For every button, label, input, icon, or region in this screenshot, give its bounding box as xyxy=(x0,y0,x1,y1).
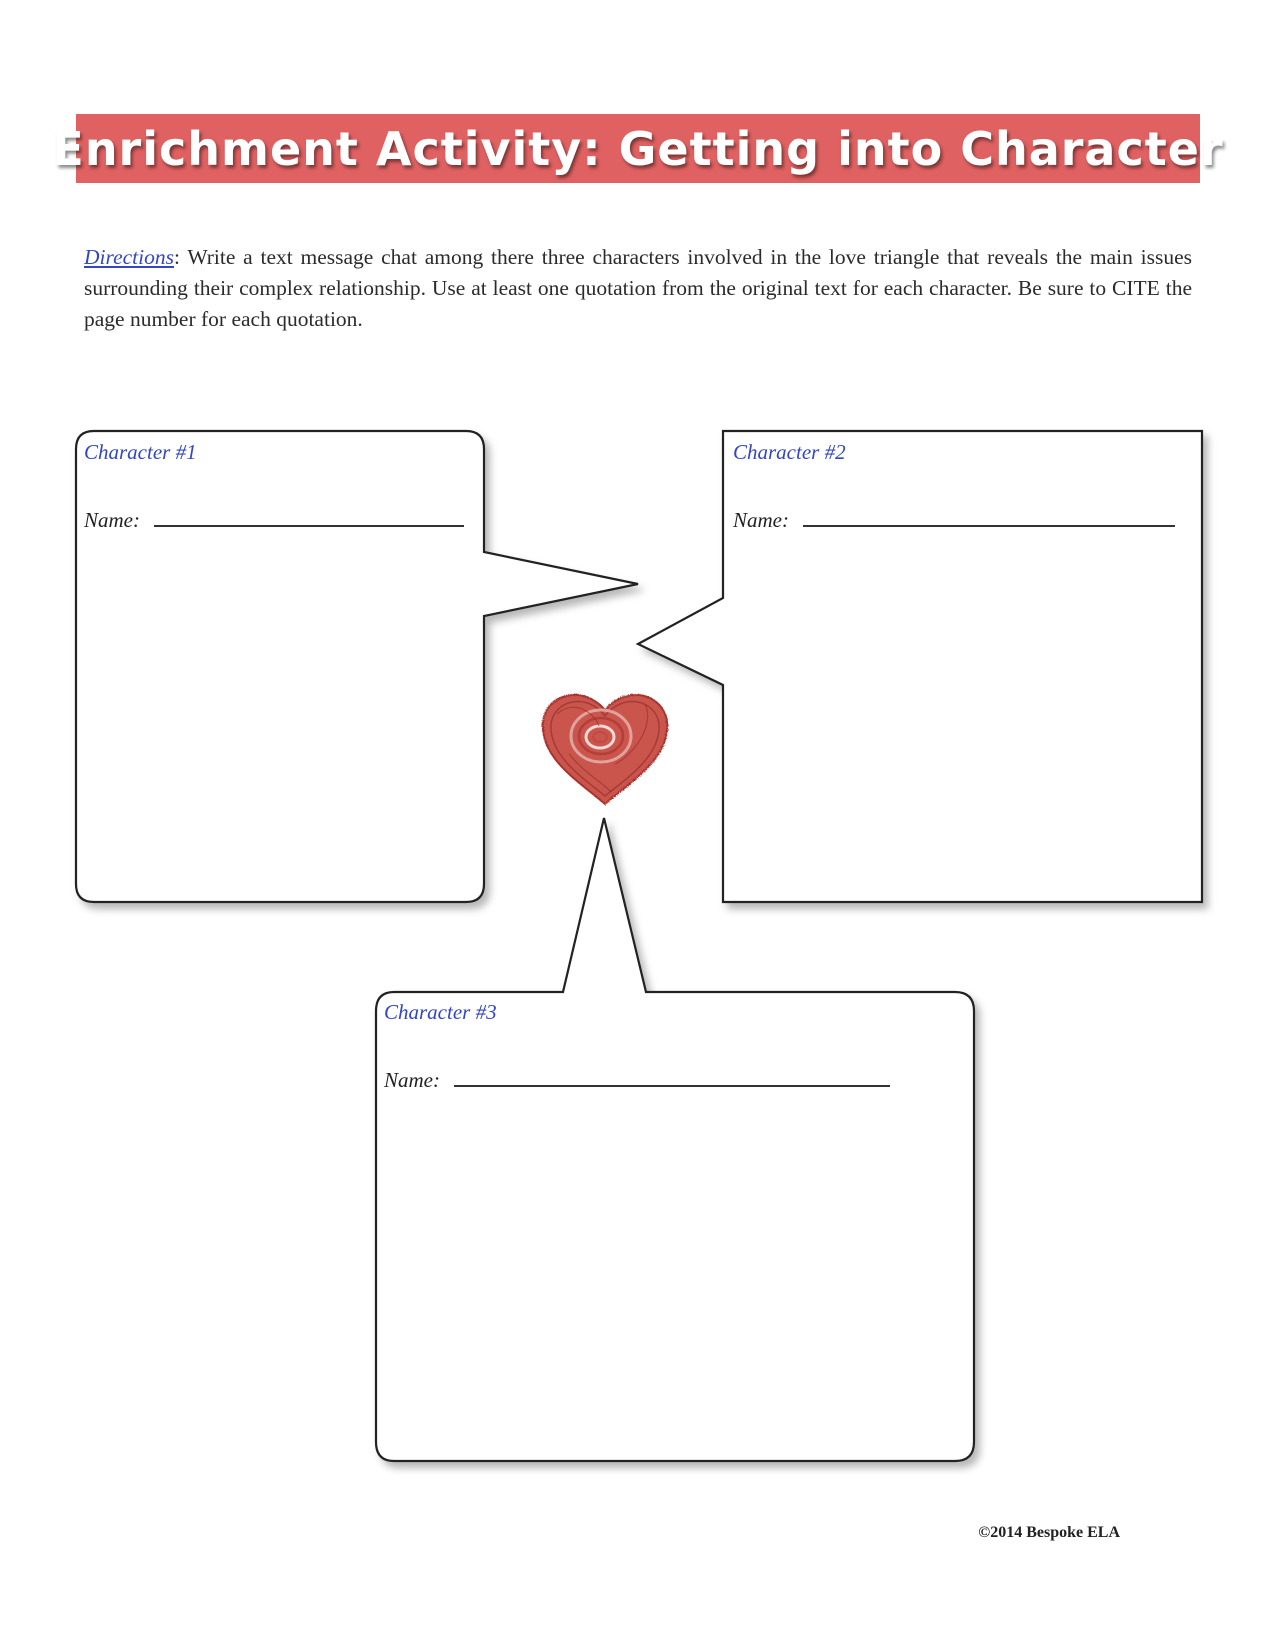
character-1-name-label: Name: xyxy=(84,508,140,532)
character-1-name-line[interactable] xyxy=(154,511,464,527)
character-3-bubble xyxy=(376,818,974,1461)
page-title: Enrichment Activity: Getting into Character xyxy=(52,121,1224,176)
heart-icon xyxy=(543,695,667,804)
character-1-name-row xyxy=(84,508,464,533)
character-2-bubble xyxy=(638,431,1202,902)
directions-text: : Write a text message chat among there three characters involved in the love triangle that reveals the main issues surrounding their complex relationship. Use at least one quotation from the original text for each character. Be sure to CITE the page number for each quotation. xyxy=(84,245,1192,331)
character-2-name-row xyxy=(733,508,1175,533)
character-2-name-label: Name: xyxy=(733,508,789,532)
directions-label: Directions xyxy=(84,245,174,269)
character-3-name-row xyxy=(384,1068,890,1093)
character-2-label: Character #2 xyxy=(733,440,846,464)
character-2-name-line[interactable] xyxy=(803,511,1175,527)
character-1-bubble xyxy=(76,431,638,902)
character-3-label: Character #3 xyxy=(384,1000,497,1024)
character-1-label: Character #1 xyxy=(84,440,197,464)
character-3-name-label: Name: xyxy=(384,1068,440,1092)
character-3-name-line[interactable] xyxy=(454,1071,890,1087)
copyright-notice: ©2014 Bespoke ELA xyxy=(978,1524,1120,1541)
